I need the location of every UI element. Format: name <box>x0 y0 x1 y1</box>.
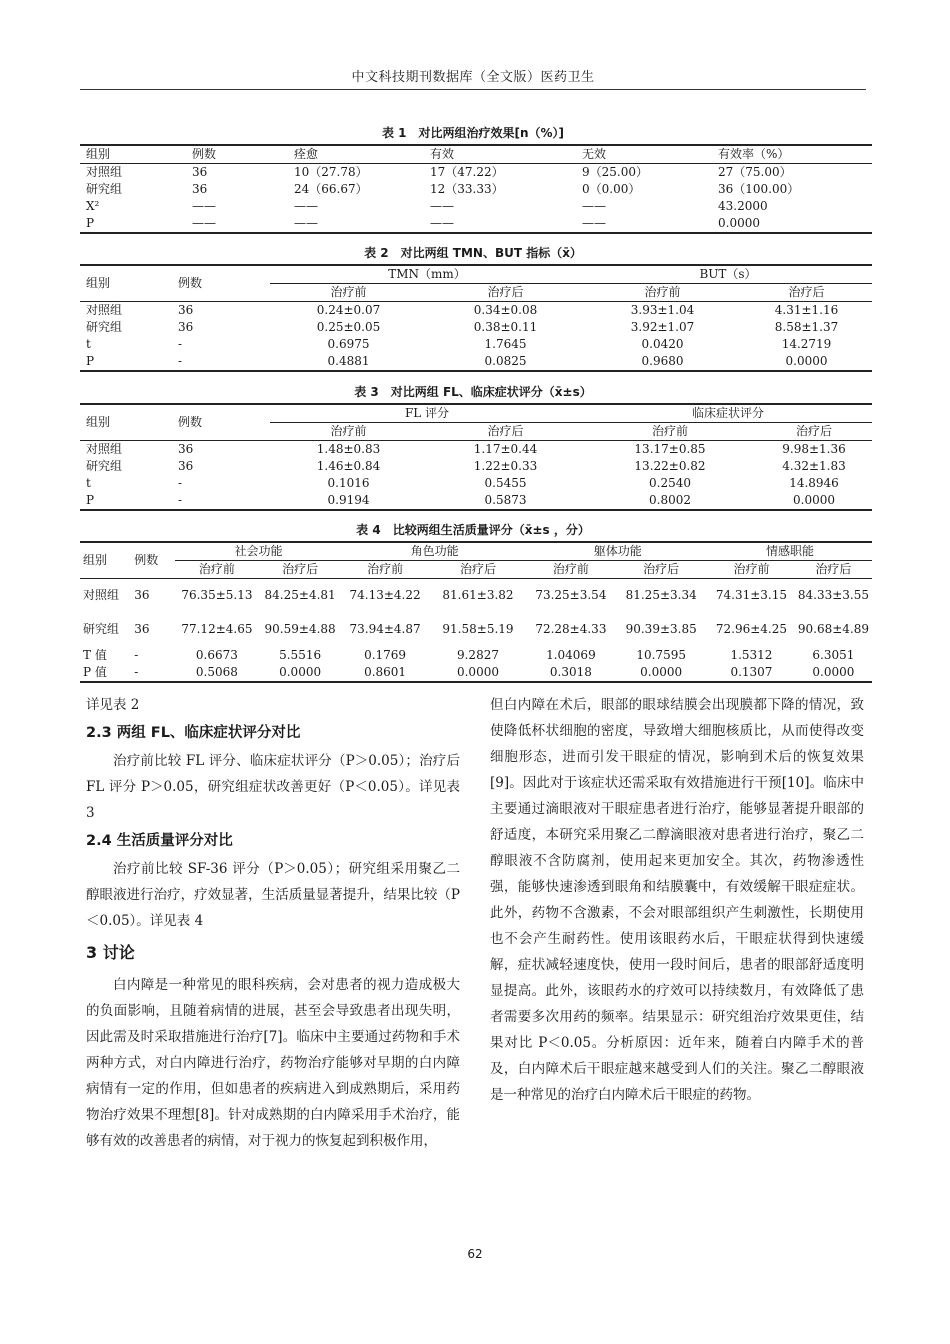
section-heading: 2.3 两组 FL、临床症状评分对比 <box>86 725 301 741</box>
table-row: t - 0.6975 1.7645 0.0420 14.2719 <box>86 337 832 351</box>
body-text: 但白内障在术后，眼部的眼球结膜会出现膜都下降的情况，致使降低杯状细胞的密度，导致增大细胞核质比，从而使得改变细胞形态，进而引发干眼症的情况，影响到术后的恢复效果[9]。因此对于该症状还需采取有效措施进行干预[10]。临床中主要通过滴眼液对干眼症患者进行治疗，能够显著提升眼部的舒适度，本研究采用聚乙二醇滴眼液对患者进行治疗，聚乙二醇眼液不含防腐剂，使用起来更加安全。其次，药物渗透性强，能够快速渗透到眼角和结膜囊中，有效缓解干眼症症状。此外，药物不含激素，不会对眼部组织产生刺激性，长期使用也不会产生耐药性。使用该眼药水后，干眼症状得到快速缓解，症状减轻速度快，使用一段时间后，患者的眼部舒适度明显提高。此外，该眼药水的疗效可以持续数月，有效降低了患者需要多次用药的频率。结果显示：研究组治疗效果更佳，结果对比 P＜0.05。分析原因：近年来，随着白内障手术的普及，白内障术后干眼症越来越受到人们的关注。聚乙二醇眼液是一种常见的治疗白内障术后干眼症的药物。 <box>490 697 864 1103</box>
table-row: 对照组 36 1.48±0.83 1.17±0.44 13.17±0.85 9.98±1.36 <box>86 442 846 456</box>
header-rule <box>80 89 866 90</box>
page-number: 62 <box>467 1247 483 1261</box>
table-row: P - 0.9194 0.5873 0.8002 0.0000 <box>80 492 872 510</box>
right-column <box>490 692 864 1108</box>
body-text: 详见表 2 <box>86 697 140 713</box>
table-row: T 值 - 0.6673 5.5516 0.1769 9.2827 1.04069 10.7595 1.5312 6.3051 <box>83 647 855 662</box>
table-row: 研究组 36 0.25±0.05 0.38±0.11 3.92±1.07 8.58±1.37 <box>86 320 839 334</box>
journal-header: 中文科技期刊数据库（全文版）医药卫生 <box>351 70 595 85</box>
table3: 组别 例数 FL 评分 临床症状评分 治疗前 治疗后 治疗前 治疗后 对照组 36 1.48±0.83 1.17±0.44 13.17±0.85 9.98±1.36 研究组 36 1.46±0.84 1.22±0.33 13.22±0.82 4.32±1.83 t - 0.1016 0.5455 0.2540 14.8946 P - 0.9194 0.5873 0.8002 0.0000 <box>80 403 872 511</box>
table-row: P —— —— —— —— 0.0000 <box>80 215 872 233</box>
table4-caption: 表 4 比较两组生活质量评分（x̄±s ，分） <box>356 523 590 537</box>
table1-header-row: 组别 例数 痊愈 有效 无效 有效率（%） <box>80 145 872 164</box>
body-text: 白内障是一种常见的眼科疾病，会对患者的视力造成极大的负面影响，且随着病情的进展，甚至会导致患者出现失明，因此需及时采取措施进行治疗[7]。临床中主要通过药物和手术两种方式，对白内障进行治疗，药物治疗能够对早期的白内障病情有一定的作用，但如患者的疾病进入到成熟期后，采用药物治疗效果不理想[8]。针对成熟期的白内障采用手术治疗，能够有效的改善患者的病情，对于视力的恢复起到积极作用， <box>86 977 460 1149</box>
table1 <box>80 144 872 234</box>
table1-caption: 表 1 对比两组治疗效果[n（%）] <box>381 126 565 140</box>
body-text: 治疗前比较 SF-36 评分（P＞0.05）；研究组采用聚乙二醇眼液进行治疗，疗效显著，生活质量显著提升，结果比较（P＜0.05）。详见表 4 <box>86 861 460 929</box>
table-row: P 值 - 0.5068 0.0000 0.8601 0.0000 0.3018 0.0000 0.1307 0.0000 <box>80 664 872 682</box>
table-row: 对照组 36 0.24±0.07 0.34±0.08 3.93±1.04 4.31±1.16 <box>86 303 839 317</box>
left-column <box>86 692 460 1154</box>
table-row: X² —— —— —— —— 43.2000 <box>86 199 768 213</box>
table-row: 研究组 36 1.46±0.84 1.22±0.33 13.22±0.82 4.32±1.83 <box>86 459 846 473</box>
table-row: 研究组 36 77.12±4.65 90.59±4.88 73.94±4.87 91.58±5.19 72.28±4.33 90.39±3.85 72.96±4.25 90.68±4.89 <box>83 622 869 636</box>
section-heading: 2.4 生活质量评分对比 <box>86 833 233 849</box>
table-row: t - 0.1016 0.5455 0.2540 14.8946 <box>86 476 839 490</box>
table-row: 研究组 36 24（66.67） 12（33.33） 0（0.00） 36（100.00） <box>86 182 800 196</box>
table-row: P - 0.4881 0.0825 0.9680 0.0000 <box>80 353 872 371</box>
body-text: 治疗前比较 FL 评分、临床症状评分（P＞0.05）；治疗后 FL 评分 P＞0.05，研究组症状改善更好（P＜0.05）。详见表 3 <box>86 753 460 821</box>
table2: 组别 例数 TMN（mm） BUT（s） 治疗前 治疗后 治疗前 治疗后 对照组 36 0.24±0.07 0.34±0.08 3.93±1.04 4.31±1.16 研究组 36 0.25±0.05 0.38±0.11 3.92±1.07 8.58±1.37 t - 0.6975 1.7645 0.0420 14.2719 P - 0.4881 0.0825 0.9680 0.0000 <box>80 264 872 372</box>
section-heading: 3 讨论 <box>86 943 135 962</box>
table4: 组别 例数 社会功能 角色功能 躯体功能 情感职能 治疗前 治疗后 治疗前 治疗后 治疗前 治疗后 治疗前 治疗后 对照组 36 76.35±5.13 84.25±4.81 74.13±4.22 81.61±3.82 73.25±3.54 81.25±3.34 74.31±3.15 84.33±3.55 研究组 36 77.12±4.65 90.59±4.88 73.94±4.87 91.58±5.19 72.28±4.33 90.39±3.85 72.96±4.25 90.68±4.89 T 值 - 0.6673 5.5516 0.1769 9.2827 1.04069 10.7595 1.5312 6.3051 P 值 - 0.5068 0.0000 0.8601 0.0000 0.3018 0.0000 0.1307 0.0000 <box>80 541 872 683</box>
table3-caption: 表 3 对比两组 FL、临床症状评分（x̄±s） <box>354 385 592 399</box>
table-row: 对照组 36 76.35±5.13 84.25±4.81 74.13±4.22 81.61±3.82 73.25±3.54 81.25±3.34 74.31±3.15 84.33±3.55 <box>83 588 869 603</box>
table-row: 对照组 36 10（27.78） 17（47.22） 9（25.00） 27（75.00） <box>86 165 792 179</box>
table2-caption: 表 2 对比两组 TMN、BUT 指标（x̄） <box>364 246 582 260</box>
